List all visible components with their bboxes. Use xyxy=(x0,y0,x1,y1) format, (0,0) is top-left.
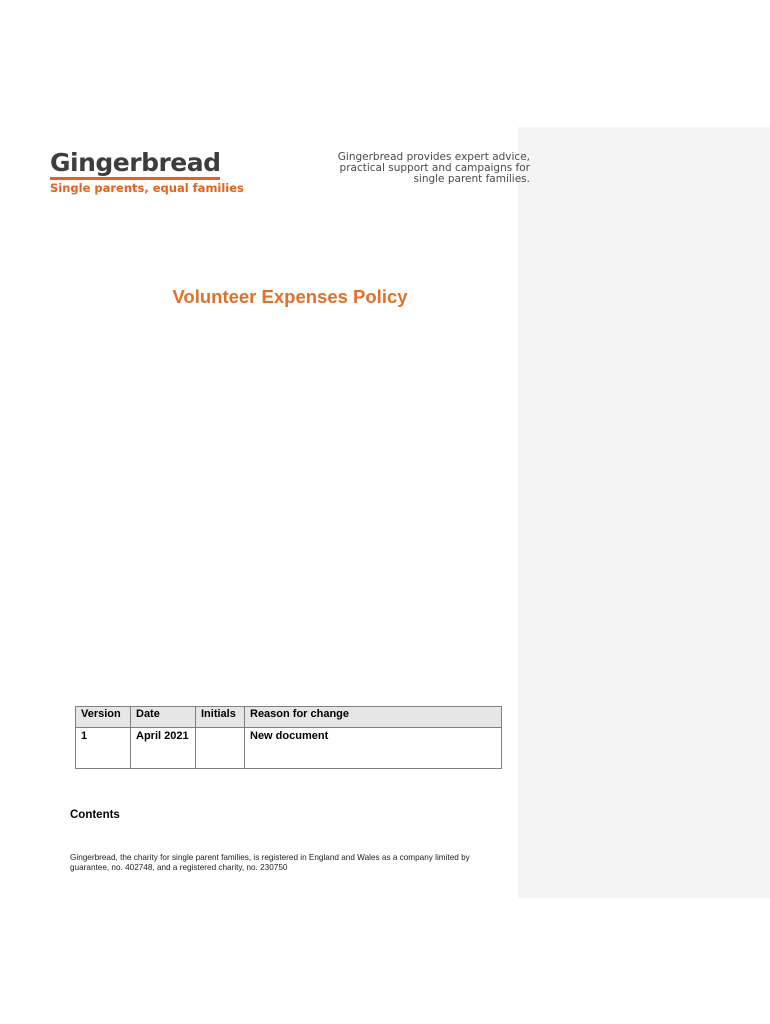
header-tagline: Gingerbread provides expert advice, practical support and campaigns for single parent families. xyxy=(337,151,530,185)
charity-registration-note: Gingerbread, the charity for single parent families, is registered in England and Wales as a company limited by guarantee, no. 402748, and a registered charity, no. 230750 xyxy=(70,853,470,872)
comment-margin-panel xyxy=(518,127,770,898)
cell-reason: New document xyxy=(245,728,502,769)
contents-heading: Contents xyxy=(70,809,120,821)
column-header-date: Date xyxy=(131,707,196,728)
logo-wordmark: Gingerbread xyxy=(50,148,221,177)
table-header-row xyxy=(76,707,502,728)
table-row xyxy=(76,728,502,769)
version-history-table xyxy=(75,706,502,769)
column-header-initials: Initials xyxy=(196,707,245,728)
column-header-reason: Reason for change xyxy=(245,707,502,728)
logo-tagline: Single parents, equal families xyxy=(50,181,244,195)
gingerbread-logo xyxy=(50,150,244,195)
cell-date: April 2021 xyxy=(131,728,196,769)
cell-initials xyxy=(196,728,245,769)
logo-underline xyxy=(50,177,220,180)
column-header-version: Version xyxy=(76,707,131,728)
cell-version: 1 xyxy=(76,728,131,769)
document-title: Volunteer Expenses Policy xyxy=(172,286,408,307)
